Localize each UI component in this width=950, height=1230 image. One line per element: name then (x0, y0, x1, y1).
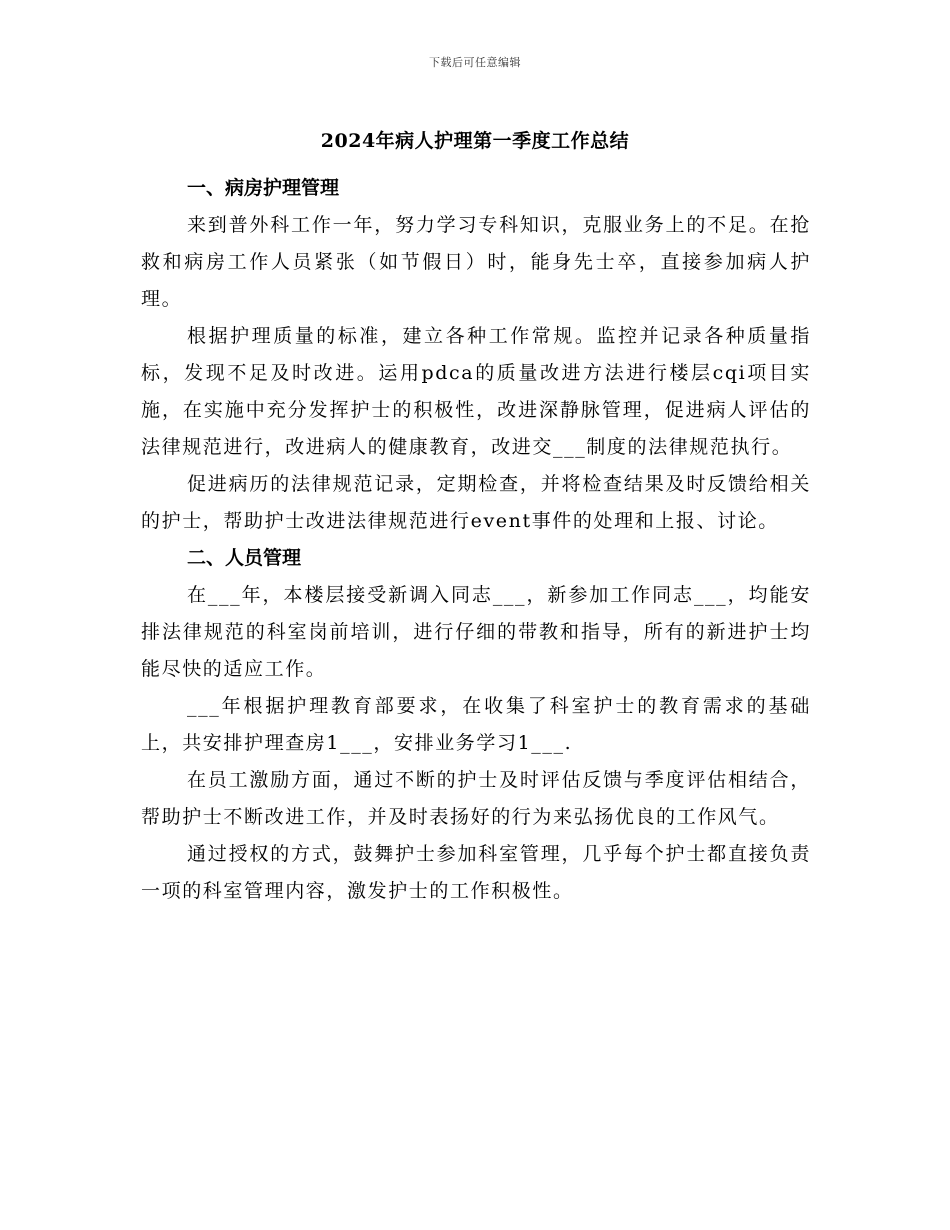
document-title: 2024年病人护理第一季度工作总结 (320, 130, 630, 152)
section-staff-management (141, 540, 811, 910)
section-ward-nursing (141, 170, 811, 540)
paragraph: 在员工激励方面，通过不断的护士及时评估反馈与季度评估相结合，帮助护士不断改进工作，并及时表扬好的行为来弘扬优良的工作风气。 (141, 769, 811, 828)
download-note: 下载后可任意编辑 (429, 56, 521, 69)
section-heading: 二、人员管理 (187, 547, 302, 569)
paragraph: 促进病历的法律规范记录，定期检查，并将检查结果及时反馈给相关的护士，帮助护士改进法律规范进行event事件的处理和上报、讨论。 (141, 473, 811, 532)
paragraph: 通过授权的方式，鼓舞护士参加科室管理，几乎每个护士都直接负责一项的科室管理内容，激发护士的工作积极性。 (141, 843, 811, 902)
paragraph: 来到普外科工作一年，努力学习专科知识，克服业务上的不足。在抢救和病房工作人员紧张（如节假日）时，能身先士卒，直接参加病人护理。 (141, 214, 811, 310)
paragraph: 在___年，本楼层接受新调入同志___，新参加工作同志___，均能安排法律规范的科室岗前培训，进行仔细的带教和指导，所有的新进护士均能尽快的适应工作。 (141, 584, 811, 680)
section-heading: 一、病房护理管理 (187, 177, 340, 199)
paragraph: ___年根据护理教育部要求，在收集了科室护士的教育需求的基础上，共安排护理查房1___，安排业务学习1___. (141, 695, 811, 754)
paragraph: 根据护理质量的标准，建立各种工作常规。监控并记录各种质量指标，发现不足及时改进。运用pdca的质量改进方法进行楼层cqi项目实施，在实施中充分发挥护士的积极性，改进深静脉管理，促进病人评估的法律规范进行，改进病人的健康教育，改进交___制度的法律规范执行。 (141, 325, 811, 458)
document-body (141, 170, 811, 910)
